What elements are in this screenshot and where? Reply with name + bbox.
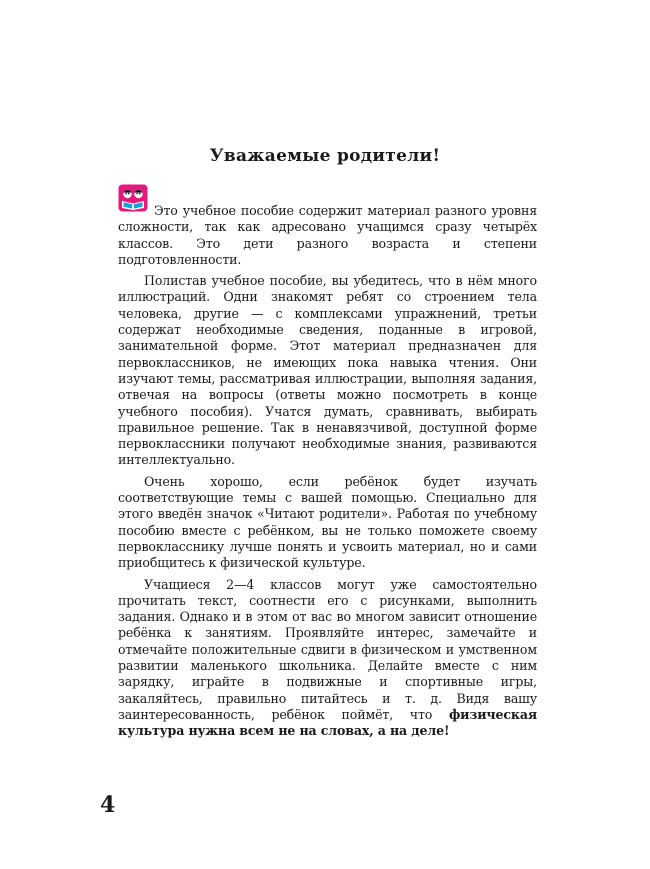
page-title: Уважаемые родители! <box>209 146 441 166</box>
paragraph-4 <box>118 577 537 740</box>
body-text <box>118 203 537 745</box>
paragraph-2: Полистав учебное пособие, вы убедитесь, что в нём много иллюстраций. Одни знакомят ребят со строением тела человека, другие — с комплексами упражнений, третьи содержат необходимые сведения, поданные в игровой, занимательной форме. Этот материал предназначен для первоклассников, не имеющих пока навыка чтения. Они изучают темы, рассматривая иллюстрации, выполняя задания, отвечая на вопросы (ответы можно посмотреть в конце учебного пособия). Учатся думать, сравнивать, выбирать правильное решение. Так в ненавязчивой, доступной форме первоклассники получают необходимые знания, развиваются интеллектуально. <box>118 273 537 468</box>
paragraph-4-text: Учащиеся 2—4 классов могут уже самостоятельно прочитать текст, соотнести его с рисунками, выполнить задания. Однако и в этом от вас во многом зависит отношение ребёнка к занятиям. Проявляйте интерес, замечайте и отмечайте положительные сдвиги в физическом и умственном развитии маленького школьника. Делайте вместе с ним зарядку, играйте в подвижные и спортивные игры, закаляйтесь, правильно питайтесь и т. д. Видя вашу заинтересованность, ребёнок поймёт, что <box>118 576 537 722</box>
paragraph-4-bold-conclusion: физическая культура нужна всем не на словах, а на деле! <box>118 706 537 739</box>
paragraph-3: Очень хорошо, если ребёнок будет изучать соответствующие темы с вашей помощью. Специально для этого введён значок «Читают родители». Работая по учебному пособию вместе с ребёнком, вы не только поможете своему первокласснику лучше понять и усвоить материал, но и сами приобщитесь к физической культуре. <box>118 473 537 571</box>
paragraph-1: Это учебное пособие содержит материал разного уровня сложности, так как адресовано учащимся сразу четырёх классов. Это дети разного возраста и степени подготовленности. <box>118 203 537 267</box>
page-number: 4 <box>100 792 116 818</box>
